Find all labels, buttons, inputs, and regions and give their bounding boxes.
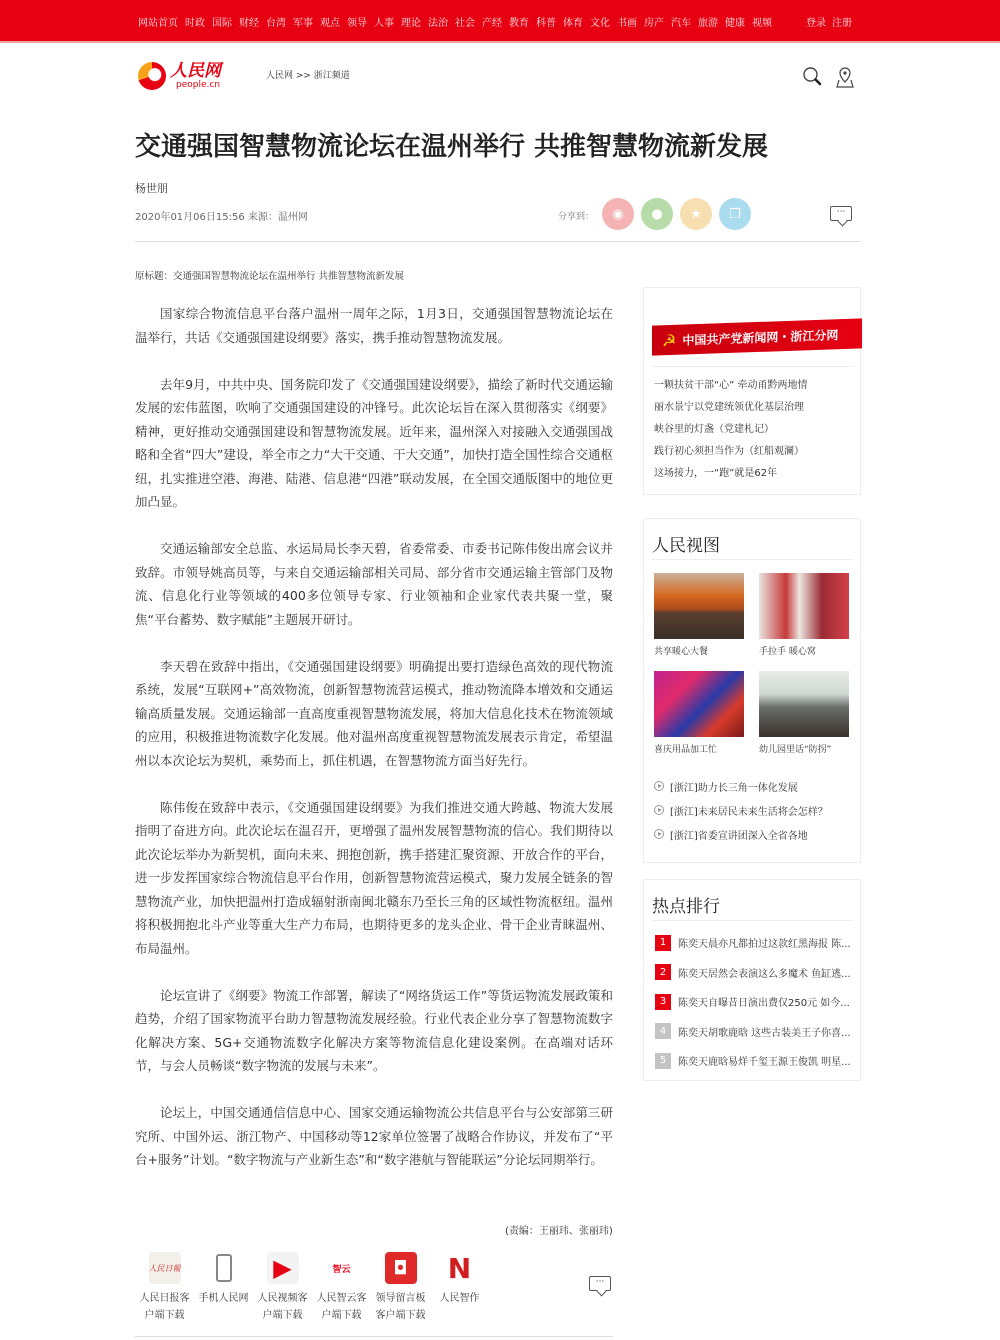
logo-en-text: people.cn bbox=[176, 79, 221, 90]
app-mobile-people[interactable] bbox=[194, 1252, 253, 1324]
nav-video[interactable]: 视频 bbox=[752, 18, 772, 29]
nav-education[interactable]: 教育 bbox=[509, 18, 529, 29]
article-paragraph: 论坛宣讲了《纲要》物流工作部署，解读了“网络货运工作”等货运物流发展政策和趋势，介绍了国家物流平台助力智慧物流发展经验。行业代表企业分享了智慧物流数字化解决方案、5G+交通物流数字化解决方案等物流信息化建设案例。在高端对话环节，与会人员畅谈“数字物流的发展与未来”。 bbox=[135, 987, 613, 1073]
nav-sports[interactable]: 体育 bbox=[563, 18, 583, 29]
rank-badge: 4 bbox=[655, 1023, 671, 1039]
photo-caption[interactable]: 手拉手 暖心窝 bbox=[759, 647, 816, 657]
party-news-list bbox=[654, 375, 808, 485]
weibo-icon: ◉ bbox=[612, 206, 624, 222]
hot-ranking-item[interactable]: 3 陈奕天自曝昔日演出费仅250元 如今... bbox=[655, 987, 851, 1017]
nav-auto[interactable]: 汽车 bbox=[671, 18, 691, 29]
nav-travel[interactable]: 旅游 bbox=[698, 18, 718, 29]
rank-badge: 1 bbox=[655, 935, 671, 951]
nav-international[interactable]: 国际 bbox=[212, 18, 232, 29]
photo-caption[interactable]: 喜庆用品加工忙 bbox=[654, 745, 718, 755]
copy-icon: ❐ bbox=[729, 206, 741, 222]
top-nav-bar bbox=[0, 0, 1000, 43]
article-body bbox=[135, 302, 613, 1195]
article-meta: 2020年01月06日15:56 来源：温州网 bbox=[135, 212, 308, 223]
nav-industry[interactable]: 产经 bbox=[482, 18, 502, 29]
people-view-divider bbox=[652, 559, 854, 560]
article-paragraph: 论坛上，中国交通通信信息中心、国家交通运输物流公共信息平台与公安部第三研究所、中国外运、浙江物产、中国移动等12家单位签署了战略合作协议，并发布了“平台+服务”计划。“数字物流与产业新生态”和“数字港航与智能联运”分论坛同期举行。 bbox=[135, 1105, 613, 1167]
photo-thumbnail[interactable] bbox=[759, 573, 849, 639]
article-paragraph: 国家综合物流信息平台落户温州一周年之际，1月3日，交通强国智慧物流论坛在温举行，共话《交通强国建设纲要》落实，携手推动智慧物流发展。 bbox=[135, 306, 613, 345]
nav-finance[interactable]: 财经 bbox=[239, 18, 259, 29]
hot-ranking-divider bbox=[652, 920, 854, 921]
comment-icon[interactable]: ··· bbox=[830, 206, 852, 221]
channel-nav bbox=[138, 14, 779, 29]
nav-politics[interactable]: 时政 bbox=[185, 18, 205, 29]
people-view-title: 人民视图 bbox=[652, 536, 720, 556]
message-board-icon: ◘ bbox=[385, 1252, 417, 1284]
play-circle-icon bbox=[654, 805, 664, 815]
app-label: 手机人民网 bbox=[198, 1293, 249, 1304]
rank-badge: 3 bbox=[655, 994, 671, 1010]
original-title: 原标题：交通强国智慧物流论坛在温州举行 共推智慧物流新发展 bbox=[135, 271, 405, 282]
editor-credit: (责编：王丽玮、张丽玮) bbox=[505, 1226, 613, 1237]
app-label: 人民视频客 户端下载 bbox=[257, 1293, 308, 1321]
article-title: 交通强国智慧物流论坛在温州举行 共推智慧物流新发展 bbox=[135, 132, 769, 162]
nav-theory[interactable]: 理论 bbox=[401, 18, 421, 29]
hammer-sickle-icon: ☭ bbox=[662, 330, 677, 350]
app-leader-message-board[interactable] bbox=[371, 1252, 430, 1324]
search-icon[interactable] bbox=[802, 66, 822, 86]
app-people-zhizuo[interactable] bbox=[430, 1252, 489, 1324]
hot-ranking-item[interactable]: 5 陈奕天鹿晗易烊千玺王源王俊凯 明星... bbox=[655, 1046, 851, 1076]
rank-badge: 5 bbox=[655, 1053, 671, 1069]
app-label: 人民智云客 户端下载 bbox=[316, 1293, 367, 1321]
play-circle-icon bbox=[654, 829, 664, 839]
hot-ranking-item[interactable]: 1 陈奕天晨亦凡都拍过这款红黑海报 陈... bbox=[655, 928, 851, 958]
nav-home[interactable]: 网站首页 bbox=[138, 18, 178, 29]
nav-society[interactable]: 社会 bbox=[455, 18, 475, 29]
share-copy-button[interactable] bbox=[719, 198, 751, 230]
zhiyun-icon: 智云 bbox=[326, 1252, 358, 1284]
nav-realestate[interactable]: 房产 bbox=[644, 18, 664, 29]
nav-personnel[interactable]: 人事 bbox=[374, 18, 394, 29]
app-label: 人民日报客 户端下载 bbox=[139, 1293, 190, 1321]
photo-thumbnail[interactable] bbox=[759, 671, 849, 737]
party-news-item[interactable]: 丽水景宁以党建统领优化基层治理 bbox=[654, 402, 804, 413]
location-icon[interactable] bbox=[835, 66, 855, 88]
mobile-phone-icon bbox=[208, 1252, 240, 1284]
article-paragraph: 去年9月，中共中央、国务院印发了《交通强国建设纲要》，描绘了新时代交通运输发展的宏伟蓝图，吹响了交通强国建设的冲锋号。此次论坛旨在深入贯彻落实《纲要》精神，更好推动交通强国建设和智慧物流发展。近年来，温州深入对接融入交通强国战略和全省“四大”建设，举全市之力“大干交通、干大交通”，加快打造全国性综合交通枢纽，扎实推进空港、海港、陆港、信息港“四港”联动发展，在全国交通版图中的地位更加凸显。 bbox=[135, 376, 613, 509]
nav-science[interactable]: 科普 bbox=[536, 18, 556, 29]
party-news-item[interactable]: 践行初心须担当作为（红船观澜） bbox=[654, 446, 804, 457]
app-label: 领导留言板 客户端下载 bbox=[375, 1293, 426, 1321]
video-link-list bbox=[654, 774, 828, 846]
app-peoples-daily[interactable] bbox=[135, 1252, 194, 1324]
photo-caption[interactable]: 共享暖心大餐 bbox=[654, 647, 709, 657]
party-divider bbox=[652, 366, 854, 367]
hot-ranking-title: 热点排行 bbox=[652, 897, 720, 917]
app-people-zhiyun[interactable] bbox=[312, 1252, 371, 1324]
play-video-icon: ▶ bbox=[267, 1252, 299, 1284]
play-circle-icon bbox=[654, 781, 664, 791]
header-divider bbox=[135, 241, 861, 242]
party-news-item[interactable]: 峡谷里的灯盏（党建札记） bbox=[654, 424, 774, 435]
article-paragraph: 陈伟俊在致辞中表示，《交通强国建设纲要》为我们推进交通大跨越、物流大发展指明了奋进方向。此次论坛在温召开，更增强了温州发展智慧物流的信心。我们期待以此次论坛举办为新契机，面向未来、拥抱创新，携手搭建汇聚资源、开放合作的平台，进一步发挥国家综合物流信息平台作用，创新智慧物流营运模式，聚力发展全链条的智慧物流产业，加快把温州打造成辐射浙南闽北赣东乃至长三角的区域性物流枢纽。温州将积极拥抱北斗产业等重大生产力布局，也期待更多的龙头企业、骨干企业青睐温州、布局温州。 bbox=[135, 799, 613, 956]
nav-taiwan[interactable]: 台湾 bbox=[266, 18, 286, 29]
article-paragraph: 交通运输部安全总监、水运局局长李天碧，省委常委、市委书记陈伟俊出席会议并致辞。市领导姚高员等，与来自交通运输部相关司局、部分省市交通运输主管部门及物流、信息化行业等领域的400多位领导专家、行业领袖和企业家代表共聚一堂，聚焦“平台蓄势、数字赋能”主题展开研讨。 bbox=[135, 541, 613, 627]
site-logo[interactable] bbox=[138, 58, 228, 94]
qzone-star-icon: ★ bbox=[690, 206, 702, 222]
hot-ranking-item[interactable]: 4 陈奕天胡歌鹿晗 这些古装美王子你喜... bbox=[655, 1017, 851, 1047]
nav-military[interactable]: 军事 bbox=[293, 18, 313, 29]
hot-ranking-list bbox=[655, 928, 851, 1076]
app-label: 人民智作 bbox=[439, 1293, 480, 1304]
party-news-box bbox=[643, 287, 861, 495]
photo-caption[interactable]: 幼儿园里话“防拐” bbox=[759, 745, 832, 755]
party-news-banner[interactable] bbox=[652, 318, 862, 355]
rank-badge: 2 bbox=[655, 964, 671, 980]
people-view-box bbox=[643, 518, 861, 863]
register-link[interactable]: 注册 bbox=[832, 18, 852, 29]
auth-links bbox=[806, 14, 852, 29]
zhizuo-icon: N bbox=[444, 1252, 476, 1284]
bottom-divider bbox=[135, 1336, 613, 1337]
breadcrumb[interactable]: 人民网 >> 浙江频道 bbox=[266, 71, 350, 81]
share-weibo-button[interactable] bbox=[602, 198, 634, 230]
photo-thumbnail[interactable] bbox=[654, 573, 744, 639]
share-qzone-button[interactable] bbox=[680, 198, 712, 230]
party-news-item[interactable]: 这场接力，一“跑”就是62年 bbox=[654, 468, 778, 479]
hot-ranking-item[interactable]: 2 陈奕天居然会表演这么多魔术 鱼缸逃... bbox=[655, 958, 851, 988]
peoples-daily-icon: 人民日報 bbox=[149, 1252, 181, 1284]
video-link[interactable]: [浙江]未来居民未来生活将会怎样？ bbox=[654, 798, 828, 822]
photo-thumbnail[interactable] bbox=[654, 671, 744, 737]
app-download-row bbox=[135, 1252, 489, 1324]
wechat-icon: ● bbox=[651, 206, 663, 222]
bottom-comment-icon[interactable]: ··· bbox=[589, 1276, 611, 1291]
login-link[interactable]: 登录 bbox=[806, 18, 826, 29]
party-news-item[interactable]: 一颗扶贫干部“心” 牵动甬黔两地情 bbox=[654, 380, 808, 391]
app-people-video[interactable] bbox=[253, 1252, 312, 1324]
hot-ranking-box bbox=[643, 879, 861, 1081]
nav-leaders[interactable]: 领导 bbox=[347, 18, 367, 29]
article-author: 杨世朋 bbox=[135, 182, 168, 195]
nav-health[interactable]: 健康 bbox=[725, 18, 745, 29]
article-paragraph: 李天碧在致辞中指出，《交通强国建设纲要》明确提出要打造绿色高效的现代物流系统，发展“互联网+”高效物流，创新智慧物流营运模式，推动物流降本增效和交通运输高质量发展。交通运输部一直高度重视智慧物流发展，将加大信息化技术在物流领域的应用，积极推进物流数字化发展。他对温州高度重视智慧物流发展表示肯定，希望温州以本次论坛为契机，乘势而上，抓住机遇，在智慧物流方面当好先行。 bbox=[135, 658, 613, 768]
share-label: 分享到： bbox=[558, 212, 595, 222]
nav-opinion[interactable]: 观点 bbox=[320, 18, 340, 29]
share-wechat-button[interactable] bbox=[641, 198, 673, 230]
party-banner-text: 中国共产党新闻网・浙江分网 bbox=[682, 327, 839, 348]
logo-cn-text: 人民网 bbox=[170, 60, 221, 81]
nav-culture[interactable]: 文化 bbox=[590, 18, 610, 29]
video-link[interactable]: [浙江]省委宣讲团深入全省各地 bbox=[654, 822, 828, 846]
nav-law[interactable]: 法治 bbox=[428, 18, 448, 29]
nav-art[interactable]: 书画 bbox=[617, 18, 637, 29]
logo-mark-icon bbox=[138, 62, 166, 90]
video-link[interactable]: [浙江]助力长三角一体化发展 bbox=[654, 774, 828, 798]
